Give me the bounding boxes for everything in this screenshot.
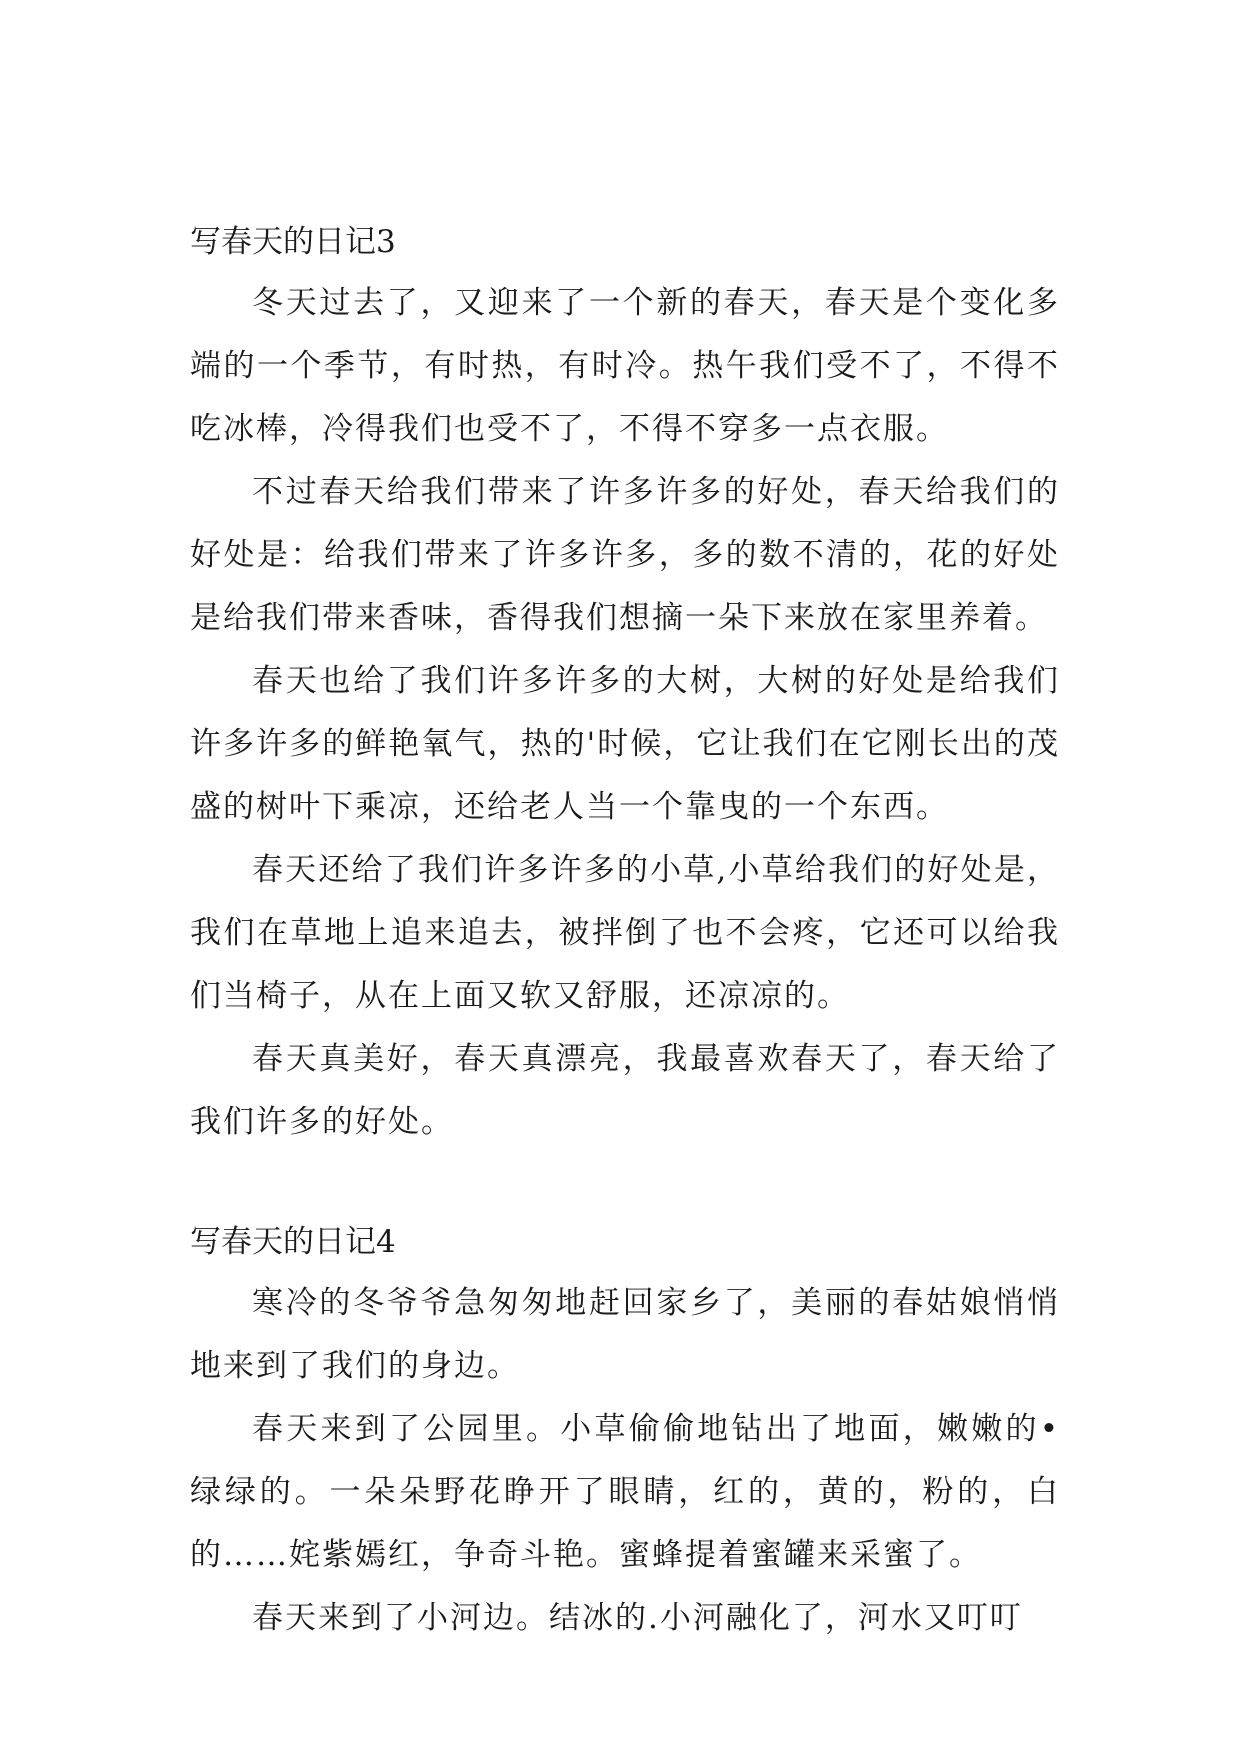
- paragraph: 春天真美好，春天真漂亮，我最喜欢春天了，春天给了我们许多的好处。: [190, 1041, 1060, 1140]
- section-heading: 写春天的日记3: [190, 224, 396, 260]
- paragraph: 春天还给了我们许多许多的小草,小草给我们的好处是，我们在草地上追来追去，被拌倒了也不会疼，它还可以给我们当椅子，从在上面又软又舒服，还凉凉的。: [190, 852, 1060, 1014]
- diary-section-3: [190, 212, 1060, 1154]
- paragraph: 寒冷的冬爷爷急匆匆地赶回家乡了，美丽的春姑娘悄悄地来到了我们的身边。: [190, 1285, 1060, 1384]
- diary-section-4: [190, 1212, 1060, 1650]
- paragraph: 不过春天给我们带来了许多许多的好处，春天给我们的好处是：给我们带来了许多许多，多的数不清的，花的好处是给我们带来香味，香得我们想摘一朵下来放在家里养着。: [190, 474, 1060, 636]
- paragraph: 春天来到了公园里。小草偷偷地钻出了地面，嫩嫩的•绿绿的。一朵朵野花睁开了眼睛，红的，黄的，粉的，白的……姹紫嫣红，争奇斗艳。蜜蜂提着蜜罐来采蜜了。: [190, 1411, 1060, 1573]
- section-heading: 写春天的日记4: [190, 1224, 396, 1260]
- document-body: [190, 212, 1060, 1650]
- paragraph: 冬天过去了，又迎来了一个新的春天，春天是个变化多端的一个季节，有时热，有时冷。热午我们受不了，不得不吃冰棒，冷得我们也受不了，不得不穿多一点衣服。: [190, 285, 1060, 447]
- paragraph: 春天来到了小河边。结冰的.小河融化了，河水又叮叮: [252, 1600, 1023, 1636]
- paragraph: 春天也给了我们许多许多的大树，大树的好处是给我们许多许多的鲜艳氧气，热的'时候，它让我们在它刚长出的茂盛的树叶下乘凉，还给老人当一个靠曳的一个东西。: [190, 663, 1060, 825]
